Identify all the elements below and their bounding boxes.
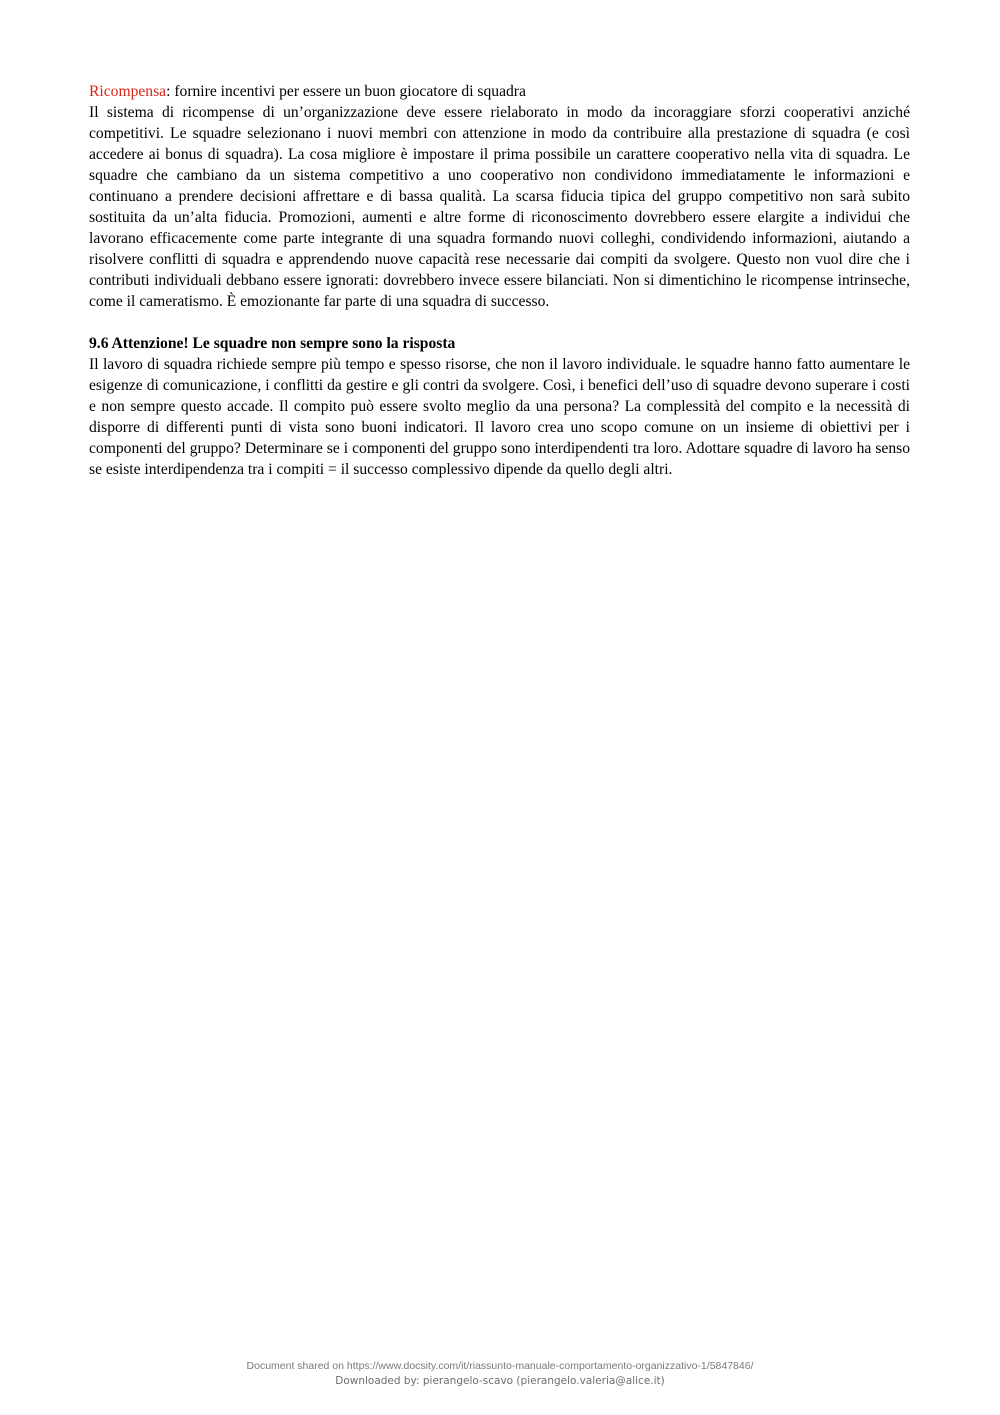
reward-keyword: Ricompensa: [89, 83, 167, 100]
section-9-6-paragraph: Il lavoro di squadra richiede sempre più tempo e spesso risorse, che non il lavoro individuale. le squadre hanno fatto aumentare le esigenze di comunicazione, i conflitti da gestire e gli contri da svolgere. Così, i benefici dell’uso di squadre devono superare i costi e non sempre questo accade. Il compito può essere svolto meglio da una persona? La complessità del compito e la necessità di disporre di differenti punti di vista sono buoni indicatori. Il lavoro crea uno scopo comune on un insieme di obiettivi per i componenti del gruppo? Determinare se i componenti del gruppo sono interdipendenti tra loro. Adottare squadre di lavoro ha senso se esiste interdipendenza tra i compiti = il successo complessivo dipende da quello degli altri.: [89, 356, 910, 478]
reward-heading: [89, 81, 910, 102]
section-9-6-title: 9.6 Attenzione! Le squadre non sempre sono la risposta: [89, 335, 456, 352]
document-body: [89, 81, 910, 480]
footer-shared-link: Document shared on https://www.docsity.com/it/riassunto-manuale-comportamento-organizzativo-1/5847846/: [246, 1360, 754, 1372]
reward-subtitle: : fornire incentivi per essere un buon giocatore di squadra: [166, 83, 526, 100]
footer-downloaded-by: Downloaded by: pierangelo-scavo (pierangelo.valeria@alice.it): [335, 1375, 665, 1387]
reward-paragraph: Il sistema di ricompense di un’organizzazione deve essere rielaborato in modo da incoraggiare sforzi cooperativi anziché competitivi. Le squadre selezionano i nuovi membri con attenzione in modo da contribuire alla prestazione di squadra (e così accedere ai bonus di squadra). La cosa migliore è impostare il prima possibile un carattere cooperativo nella vita di squadra. Le squadre che cambiano da un sistema competitivo a uno cooperativo non condividono immediatamente le informazioni e continuano a prendere decisioni affrettare e di bassa qualità. La scarsa fiducia tipica del gruppo competitivo non sarà subito sostituita da un’alta fiducia. Promozioni, aumenti e altre forme di riconoscimento dovrebbero essere elargite a individui che lavorano efficacemente come parte integrante di una squadra formando nuovi colleghi, condividendo informazioni, aiutando a risolvere conflitti di squadra e apprendendo nuove capacità rese necessarie dai compiti da svolgere. Questo non vuol dire che i contributi individuali debbano essere ignorati: dovrebbero invece essere bilanciati. Non si dimentichino le ricompense intrinseche, come il cameratismo. È emozionante far parte di una squadra di successo.: [89, 104, 910, 310]
